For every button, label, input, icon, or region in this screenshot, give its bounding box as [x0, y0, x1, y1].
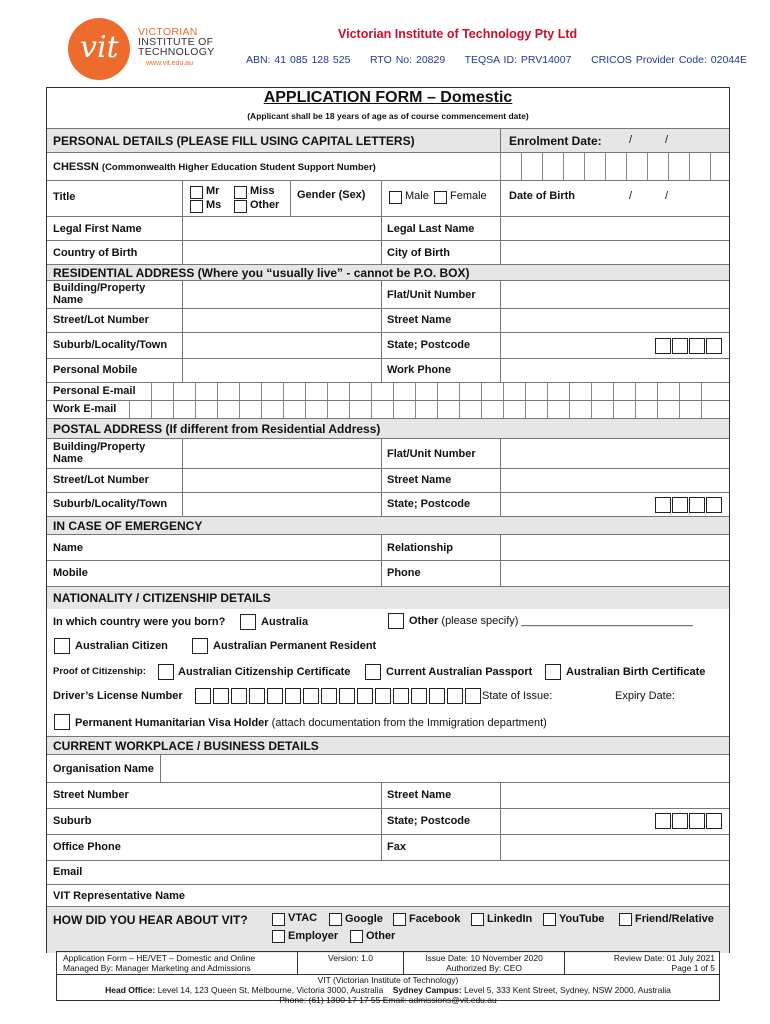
work-postcode-digit[interactable]	[655, 813, 671, 829]
org-label: Organisation Name	[53, 763, 154, 775]
hear-facebook-checkbox[interactable]	[393, 913, 406, 926]
born-other-label: Other	[409, 615, 439, 627]
hear-friend-label: Friend/Relative	[635, 913, 714, 925]
expiry-label: Expiry Date:	[615, 690, 675, 702]
personal-heading: PERSONAL DETAILS (PLEASE FILL USING CAPITAL LETTERS)	[53, 134, 415, 148]
license-digit[interactable]	[231, 688, 247, 704]
state-issue-label: State of Issue:	[482, 690, 553, 702]
title-other-checkbox[interactable]	[234, 200, 247, 213]
logo-line3: TECHNOLOGY	[138, 46, 215, 58]
footer-sydney-label: Sydney Campus:	[392, 985, 462, 995]
hear-vtac-checkbox[interactable]	[272, 913, 285, 926]
post-postcode-digit[interactable]	[689, 497, 705, 513]
vit-rep-row	[47, 884, 729, 907]
post-street-lot-label: Street/Lot Number	[53, 474, 149, 486]
work-postcode-digit[interactable]	[672, 813, 688, 829]
hear-linkedin-label: LinkedIn	[487, 913, 533, 925]
license-digit[interactable]	[213, 688, 229, 704]
work-postcode-digit[interactable]	[689, 813, 705, 829]
application-form	[46, 87, 730, 953]
emergency-relationship-label: Relationship	[387, 542, 454, 554]
license-digit[interactable]	[465, 688, 481, 704]
res-phone-row	[47, 358, 729, 383]
res-street-lot-label: Street/Lot Number	[53, 314, 149, 326]
footer-version: Version: 1.0	[328, 953, 373, 963]
title-other-label: Other	[250, 199, 280, 211]
hear-section	[47, 906, 729, 953]
pr-label: Australian Permanent Resident	[213, 640, 377, 652]
res-mobile-label: Personal Mobile	[53, 364, 138, 376]
visa-label: Permanent Humanitarian Visa Holder	[75, 717, 269, 729]
logo-url: www.vit.edu.au	[146, 60, 194, 67]
license-digit[interactable]	[339, 688, 355, 704]
gender-male-label: Male	[405, 190, 429, 202]
post-suburb-row	[47, 492, 729, 517]
post-postcode-digit[interactable]	[706, 497, 722, 513]
hear-heading: HOW DID YOU HEAR ABOUT VIT?	[53, 913, 248, 927]
res-street-row	[47, 308, 729, 333]
hear-employer-label: Employer	[288, 930, 339, 942]
emergency-name-label: Name	[53, 542, 83, 554]
chessn-row	[47, 152, 729, 181]
visa-row	[47, 710, 729, 736]
hear-linkedin-checkbox[interactable]	[471, 913, 484, 926]
gender-female-label: Female	[450, 190, 487, 202]
license-digit[interactable]	[303, 688, 319, 704]
hear-friend-checkbox[interactable]	[619, 913, 632, 926]
cricos: CRICOS Provider Code: 02044E	[591, 54, 747, 66]
emergency-heading: IN CASE OF EMERGENCY	[53, 519, 203, 533]
hear-youtube-label: YouTube	[559, 913, 605, 925]
emergency-phone-label: Phone	[387, 567, 421, 579]
res-postcode-digit[interactable]	[672, 338, 688, 354]
footer-head-office-label: Head Office:	[105, 985, 156, 995]
res-flat-label: Flat/Unit Number	[387, 289, 476, 301]
date-sep: /	[665, 134, 669, 146]
postal-section-header	[47, 418, 729, 439]
res-postcode-digit[interactable]	[706, 338, 722, 354]
company-name: Victorian Institute of Technology Pty Ltd	[338, 27, 578, 41]
nationality-section-header	[47, 586, 729, 609]
proof-label: Proof of Citizenship:	[53, 666, 146, 677]
post-building-row	[47, 438, 729, 469]
license-digit[interactable]	[321, 688, 337, 704]
chessn-note: (Commonwealth Higher Education Student Support Number)	[101, 162, 376, 173]
teqsa: TEQSA ID: PRV14007	[464, 54, 572, 66]
footer-authorized: Authorized By: CEO	[445, 963, 523, 973]
emergency-section-header	[47, 516, 729, 535]
born-question: In which country were you born?	[53, 616, 226, 628]
date-sep: /	[629, 134, 633, 146]
license-digit[interactable]	[267, 688, 283, 704]
vit-rep-label: VIT Representative Name	[53, 890, 186, 902]
res-street-name-label: Street Name	[387, 314, 452, 326]
date-sep: /	[665, 190, 669, 202]
first-name-label: Legal First Name	[53, 223, 142, 235]
logo-mark: vit	[80, 30, 119, 65]
nationality-heading: NATIONALITY / CITIZENSHIP DETAILS	[53, 591, 271, 605]
fax-label: Fax	[387, 841, 406, 853]
emergency-mobile-label: Mobile	[53, 567, 88, 579]
post-street-row	[47, 468, 729, 493]
proof-birth-label: Australian Birth Certificate	[566, 666, 706, 678]
work-suburb-label: Suburb	[53, 815, 92, 827]
gender-female-checkbox[interactable]	[434, 191, 447, 204]
footer-org: VIT (Victorian Institute of Technology)	[317, 975, 459, 985]
license-digit[interactable]	[393, 688, 409, 704]
hear-google-checkbox[interactable]	[329, 913, 342, 926]
title-miss-checkbox[interactable]	[234, 186, 247, 199]
work-email-row	[47, 400, 729, 419]
date-sep: /	[629, 190, 633, 202]
proof-passport-label: Current Australian Passport	[386, 666, 533, 678]
footer-review: Review Date: 01 July 2021	[613, 953, 715, 963]
residential-section-header	[47, 264, 729, 281]
footer-head-office: Level 14, 123 Queen St, Melbourne, Victoria 3000, Australia	[157, 985, 384, 995]
visa-checkbox[interactable]	[54, 714, 70, 730]
hear-employer-checkbox[interactable]	[272, 930, 285, 943]
hear-other-label: Other	[366, 930, 396, 942]
born-other-checkbox[interactable]	[388, 613, 404, 629]
form-title: APPLICATION FORM – Domestic	[263, 89, 513, 106]
post-flat-label: Flat/Unit Number	[387, 448, 476, 460]
hear-vtac-label: VTAC	[288, 912, 318, 924]
born-other-note: (please specify) ____________________________	[441, 615, 693, 627]
logo-words	[138, 27, 215, 57]
born-australia-checkbox[interactable]	[240, 614, 256, 630]
abn: ABN: 41 085 128 525	[246, 54, 351, 66]
work-postcode-digit[interactable]	[706, 813, 722, 829]
workplace-heading: CURRENT WORKPLACE / BUSINESS DETAILS	[53, 739, 319, 753]
footer-contact: Phone: (61) 1300 17 17 55 Email: admissions@vit.edu.au	[279, 995, 497, 1005]
license-digit[interactable]	[285, 688, 301, 704]
license-digit[interactable]	[357, 688, 373, 704]
visa-note: (attach documentation from the Immigration department)	[271, 717, 547, 729]
proof-row	[47, 658, 729, 684]
logo-line2: INSTITUTE OF	[138, 36, 214, 48]
office-phone-row	[47, 834, 729, 861]
logo-line1: VICTORIAN	[138, 26, 198, 38]
work-email-label: Work E-mail	[53, 403, 117, 415]
license-row	[47, 684, 729, 710]
footer-sydney: Level 5, 333 Kent Street, Sydney, NSW 2000, Australia	[464, 985, 671, 995]
personal-email-row	[47, 382, 729, 401]
post-suburb-label: Suburb/Locality/Town	[53, 498, 168, 510]
personal-email-label: Personal E-mail	[53, 385, 136, 397]
born-row	[47, 608, 729, 634]
footer-managed: Managed By: Manager Marketing and Admissions	[63, 963, 251, 973]
title-mr-label: Mr	[206, 185, 220, 197]
res-work-phone-label: Work Phone	[387, 364, 451, 376]
postal-heading: POSTAL ADDRESS (If different from Residential Address)	[53, 422, 381, 436]
emergency-name-row	[47, 534, 729, 561]
work-state-label: State; Postcode	[387, 815, 471, 827]
post-state-label: State; Postcode	[387, 498, 471, 510]
residential-heading: RESIDENTIAL ADDRESS (Where you “usually live” - cannot be P.O. BOX)	[53, 266, 470, 280]
proof-passport-checkbox[interactable]	[365, 664, 381, 680]
hear-other-checkbox[interactable]	[350, 930, 363, 943]
workplace-section-header	[47, 736, 729, 755]
res-building-row	[47, 280, 729, 309]
post-street-name-label: Street Name	[387, 474, 452, 486]
emergency-phone-row	[47, 560, 729, 587]
name-row	[47, 216, 729, 241]
hear-youtube-checkbox[interactable]	[543, 913, 556, 926]
license-digit[interactable]	[411, 688, 427, 704]
license-label: Driver’s License Number	[53, 690, 183, 702]
work-street-number-label: Street Number	[53, 789, 129, 801]
footer	[56, 951, 720, 1005]
res-suburb-row	[47, 332, 729, 359]
org-row	[47, 754, 729, 783]
work-street-name-label: Street Name	[387, 789, 452, 801]
citizen-label: Australian Citizen	[75, 640, 168, 652]
gender-label: Gender (Sex)	[297, 189, 366, 201]
city-birth-label: City of Birth	[387, 247, 450, 259]
res-postcode-digit[interactable]	[689, 338, 705, 354]
title-ms-checkbox[interactable]	[190, 200, 203, 213]
title-row	[47, 180, 729, 217]
title-label: Title	[53, 191, 76, 203]
work-suburb-row	[47, 808, 729, 835]
hear-google-label: Google	[345, 913, 383, 925]
license-digit[interactable]	[429, 688, 445, 704]
birth-row	[47, 240, 729, 265]
title-mr-checkbox[interactable]	[190, 186, 203, 199]
dob-label: Date of Birth	[509, 190, 575, 202]
rto: RTO No: 20829	[370, 54, 446, 66]
office-phone-label: Office Phone	[53, 841, 121, 853]
country-birth-label: Country of Birth	[53, 247, 138, 259]
gender-male-checkbox[interactable]	[389, 191, 402, 204]
work-street-row	[47, 782, 729, 809]
license-digit[interactable]	[447, 688, 463, 704]
proof-birth-checkbox[interactable]	[545, 664, 561, 680]
registration-line	[246, 54, 747, 66]
work-email-row-2	[47, 860, 729, 885]
license-digit[interactable]	[249, 688, 265, 704]
citizen-row	[47, 634, 729, 658]
born-australia-label: Australia	[261, 616, 309, 628]
post-postcode-digit[interactable]	[655, 497, 671, 513]
citizen-checkbox[interactable]	[54, 638, 70, 654]
post-building-label: Building/Property Name	[53, 441, 146, 465]
res-postcode-digit[interactable]	[655, 338, 671, 354]
res-state-label: State; Postcode	[387, 339, 471, 351]
pr-checkbox[interactable]	[192, 638, 208, 654]
personal-section-header	[47, 128, 729, 153]
hear-facebook-label: Facebook	[409, 913, 461, 925]
title-miss-label: Miss	[250, 185, 275, 197]
footer-page: Page 1 of 5	[671, 963, 715, 973]
res-suburb-label: Suburb/Locality/Town	[53, 339, 168, 351]
enrolment-date-label: Enrolment Date:	[509, 134, 602, 148]
proof-certificate-label: Australian Citizenship Certificate	[178, 666, 351, 678]
license-digit[interactable]	[375, 688, 391, 704]
chessn-label: CHESSN	[53, 161, 99, 173]
footer-issue: Issue Date: 10 November 2020	[425, 953, 543, 963]
title-ms-label: Ms	[206, 199, 222, 211]
last-name-label: Legal Last Name	[387, 223, 475, 235]
proof-certificate-checkbox[interactable]	[158, 664, 174, 680]
work-email2-label: Email	[53, 866, 83, 878]
res-building-label: Building/Property Name	[53, 282, 146, 306]
license-digit[interactable]	[195, 688, 211, 704]
post-postcode-digit[interactable]	[672, 497, 688, 513]
form-subtitle: (Applicant shall be 18 years of age as of course commencement date)	[247, 111, 529, 121]
footer-doc: Application Form – HE/VET – Domestic and Online	[63, 953, 256, 963]
